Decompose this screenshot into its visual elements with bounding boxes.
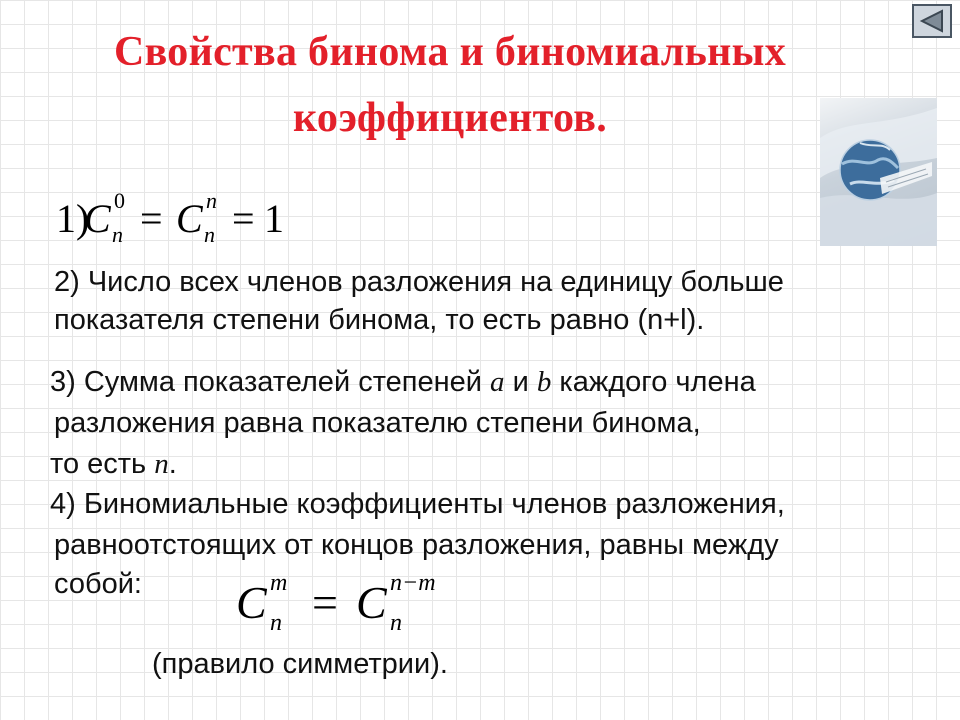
p3-and: и — [504, 366, 537, 398]
page-title-line-1: Свойства бинома и биномиальных — [113, 29, 787, 75]
sym-sup1: m — [270, 570, 288, 596]
symmetry-formula — [236, 568, 476, 647]
prop1-eq2: = — [232, 196, 255, 241]
page-title-line-2: коэффициентов. — [292, 95, 608, 141]
p3-var-b: b — [536, 366, 552, 398]
prop1-prefix: 1) — [56, 196, 90, 241]
sym-sub2: n — [390, 610, 402, 636]
binomial-identity-formula — [56, 188, 296, 252]
property-3-line-3 — [50, 446, 177, 482]
property-2-line-1: 2) Число всех членов разложения на единицу больше — [54, 266, 784, 298]
prop1-eq1: = — [140, 196, 163, 241]
triangle-left-icon — [918, 9, 946, 33]
prop1-sub2: n — [204, 222, 215, 247]
p3-line3-a: то есть — [50, 448, 155, 480]
sym-c1: C — [236, 577, 267, 628]
property-4-line-2: равноотстоящих от концов разложения, равны между — [54, 529, 779, 561]
globe-image — [820, 98, 937, 246]
symmetry-formula-svg — [236, 568, 476, 642]
p3-text-a: 3) Сумма показателей степеней — [50, 366, 491, 398]
property-3-line-2: разложения равна показателю степени бинома, — [54, 407, 701, 439]
sym-sub1: n — [270, 610, 282, 636]
prop1-sup2: n — [206, 188, 217, 213]
p3-var-a: a — [490, 366, 505, 398]
symmetry-rule-note: (правило симметрии). — [152, 648, 448, 680]
prop1-c1: C — [84, 196, 111, 241]
prop1-sup1: 0 — [114, 188, 125, 213]
property-3-line-1 — [50, 364, 756, 400]
property-4-line-1: 4) Биномиальные коэффициенты членов разложения, — [50, 488, 785, 520]
p3-text-b: каждого члена — [551, 366, 756, 398]
prop1-c2: C — [176, 196, 203, 241]
sym-sup2: n−m — [390, 570, 436, 596]
prop1-sub1: n — [112, 222, 123, 247]
property-4-line-3: собой: — [54, 568, 142, 600]
sym-c2: C — [356, 577, 387, 628]
property-1-formula — [56, 188, 296, 247]
property-2-line-2: показателя степени бинома, то есть равно (n+l). — [54, 304, 705, 336]
sym-eq: = — [312, 577, 338, 628]
back-button[interactable] — [912, 4, 952, 38]
p3-line3-b: . — [168, 448, 177, 480]
globe-icon — [820, 98, 937, 246]
p3-var-n: n — [154, 448, 169, 480]
prop1-value: 1 — [264, 196, 284, 241]
